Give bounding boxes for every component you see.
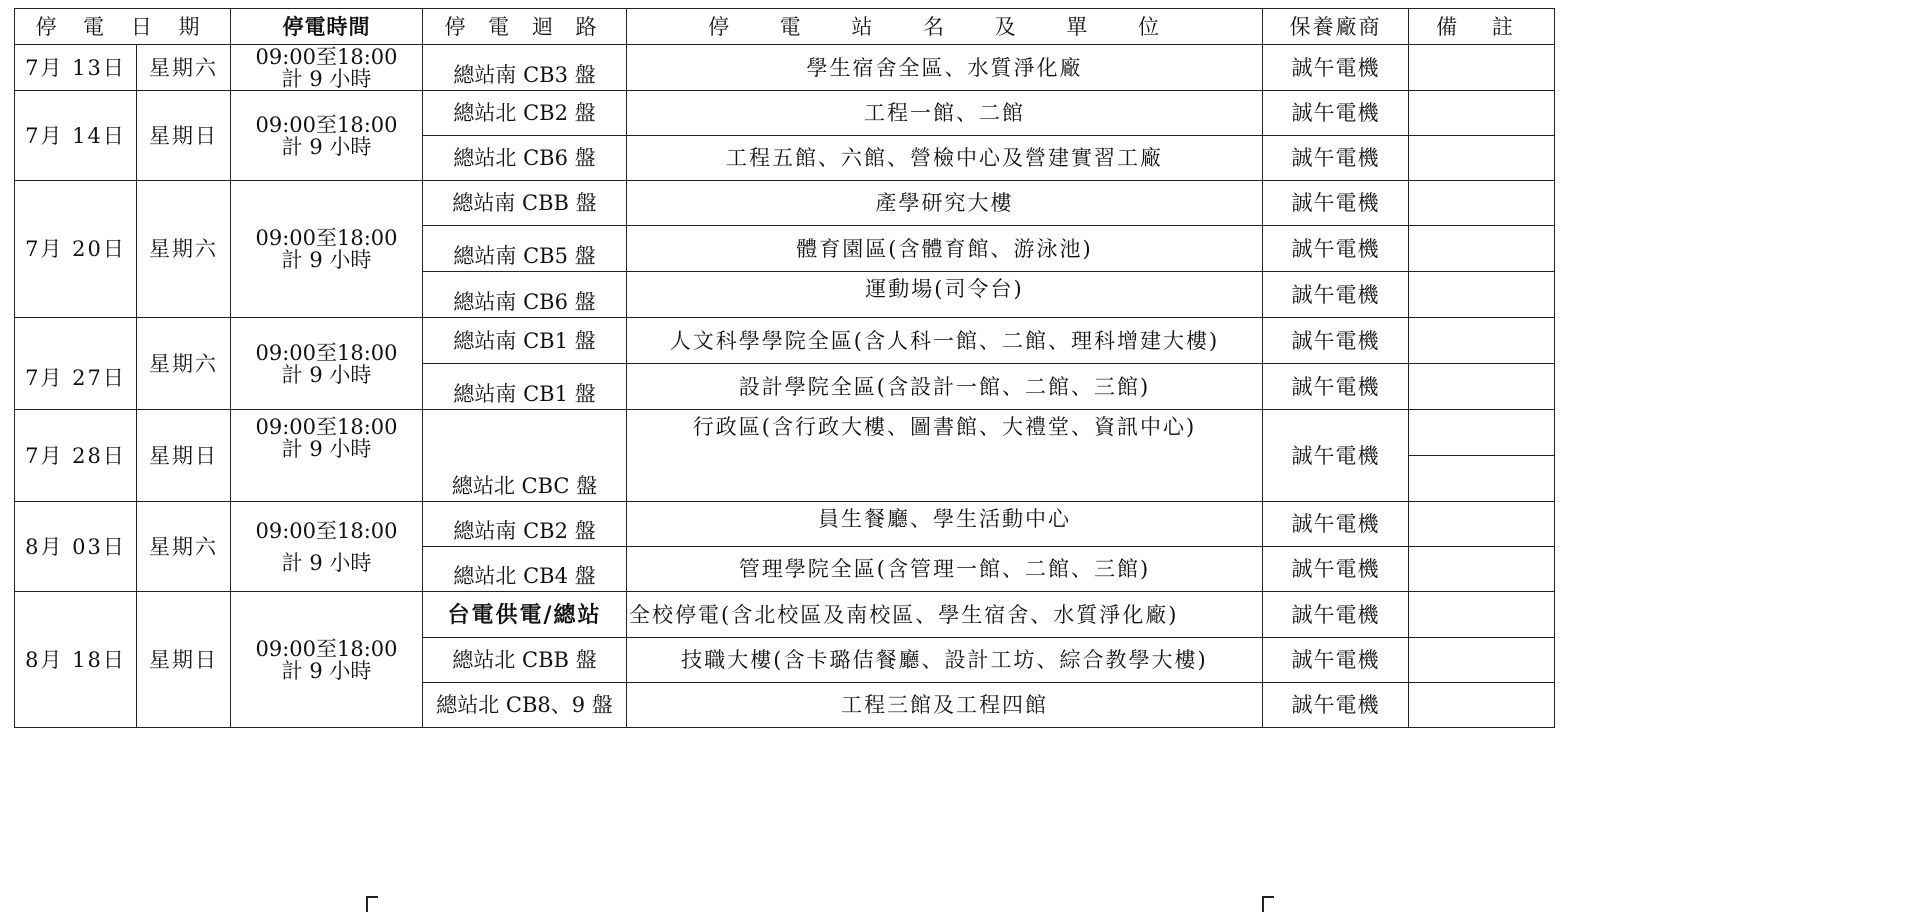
weekday-cell: 星期六 [137, 181, 231, 318]
vendor-cell: 誠午電機 [1263, 45, 1409, 91]
station-cell: 工程一館、二館 [627, 91, 1263, 136]
table-row [15, 410, 1555, 456]
time-duration: 計 9 小時 [281, 362, 372, 387]
weekday-cell: 星期日 [137, 410, 231, 502]
remark-cell [1409, 410, 1555, 456]
time-range: 09:00至18:00 [255, 636, 398, 661]
station-cell: 技職大樓(含卡璐佶餐廳、設計工坊、綜合教學大樓) [627, 638, 1263, 683]
vendor-cell: 誠午電機 [1263, 683, 1409, 728]
header-date: 停 電 日 期 [15, 9, 231, 45]
time-cell [231, 318, 423, 410]
date-cell: 7月 27日 [15, 318, 137, 410]
outage-schedule-table [14, 8, 1555, 728]
table-row [15, 45, 1555, 91]
vendor-cell: 誠午電機 [1263, 136, 1409, 181]
vendor-cell: 誠午電機 [1263, 272, 1409, 318]
station-cell: 運動場(司令台) [627, 272, 1263, 318]
circuit-cell: 總站北 CBB 盤 [423, 638, 627, 683]
weekday-cell: 星期六 [137, 318, 231, 410]
remark-cell [1409, 226, 1555, 272]
header-row [15, 9, 1555, 45]
header-remark: 備 註 [1409, 9, 1555, 45]
remark-cell [1409, 91, 1555, 136]
circuit-cell: 總站北 CB8、9 盤 [423, 683, 627, 728]
weekday-cell: 星期日 [137, 91, 231, 181]
remark-cell [1409, 638, 1555, 683]
table-row [15, 318, 1555, 364]
remark-cell [1409, 364, 1555, 410]
time-cell [231, 502, 423, 592]
circuit-cell: 總站南 CB1 盤 [423, 364, 627, 410]
circuit-cell: 台電供電/總站 [423, 592, 627, 638]
remark-cell [1409, 683, 1555, 728]
table-row [15, 91, 1555, 136]
vendor-cell: 誠午電機 [1263, 226, 1409, 272]
circuit-cell: 總站北 CB6 盤 [423, 136, 627, 181]
time-duration: 計 9 小時 [281, 437, 372, 461]
table-row [15, 502, 1555, 547]
circuit-cell: 總站南 CB3 盤 [423, 45, 627, 91]
weekday-cell: 星期六 [137, 45, 231, 91]
remark-cell [1409, 181, 1555, 226]
header-time: 停電時間 [231, 9, 423, 45]
date-cell: 7月 28日 [15, 410, 137, 502]
time-duration: 計 9 小時 [281, 66, 372, 91]
header-station: 停 電 站 名 及 單 位 [627, 9, 1263, 45]
remark-cell [1409, 272, 1555, 318]
time-duration: 計 9 小時 [281, 134, 372, 159]
circuit-cell: 總站北 CBC 盤 [423, 410, 627, 502]
station-cell: 產學研究大樓 [627, 181, 1263, 226]
remark-cell [1409, 136, 1555, 181]
time-range: 09:00至18:00 [255, 340, 398, 365]
circuit-cell: 總站北 CB2 盤 [423, 91, 627, 136]
date-cell: 7月 14日 [15, 91, 137, 181]
time-duration: 計 9 小時 [281, 658, 372, 683]
time-cell [231, 181, 423, 318]
circuit-cell: 總站南 CB5 盤 [423, 226, 627, 272]
vendor-cell: 誠午電機 [1263, 592, 1409, 638]
time-cell [231, 592, 423, 728]
remark-cell [1409, 456, 1555, 502]
weekday-cell: 星期六 [137, 502, 231, 592]
station-cell: 員生餐廳、學生活動中心 [627, 502, 1263, 547]
weekday-cell: 星期日 [137, 592, 231, 728]
station-cell: 工程五館、六館、營檢中心及營建實習工廠 [627, 136, 1263, 181]
date-cell: 8月 03日 [15, 502, 137, 592]
header-circuit: 停 電 迴 路 [423, 9, 627, 45]
header-vendor: 保養廠商 [1263, 9, 1409, 45]
vendor-cell: 誠午電機 [1263, 318, 1409, 364]
time-duration: 計 9 小時 [281, 550, 372, 575]
vendor-cell: 誠午電機 [1263, 547, 1409, 592]
circuit-cell: 總站南 CBB 盤 [423, 181, 627, 226]
remark-cell [1409, 592, 1555, 638]
circuit-cell: 總站南 CB2 盤 [423, 502, 627, 547]
time-cell [231, 91, 423, 181]
date-cell: 7月 13日 [15, 45, 137, 91]
station-cell: 行政區(含行政大樓、圖書館、大禮堂、資訊中心) [627, 410, 1263, 502]
vendor-cell: 誠午電機 [1263, 91, 1409, 136]
circuit-cell: 總站南 CB1 盤 [423, 318, 627, 364]
station-cell: 體育園區(含體育館、游泳池) [627, 226, 1263, 272]
vendor-cell: 誠午電機 [1263, 410, 1409, 502]
date-cell: 7月 20日 [15, 181, 137, 318]
time-range: 09:00至18:00 [255, 112, 398, 137]
time-range: 09:00至18:00 [255, 415, 398, 439]
circuit-cell: 總站南 CB6 盤 [423, 272, 627, 318]
table-row [15, 592, 1555, 638]
circuit-cell: 總站北 CB4 盤 [423, 547, 627, 592]
remark-cell [1409, 318, 1555, 364]
station-cell: 人文科學學院全區(含人科一館、二館、理科增建大樓) [627, 318, 1263, 364]
vendor-cell: 誠午電機 [1263, 502, 1409, 547]
time-duration: 計 9 小時 [281, 248, 372, 272]
remark-cell [1409, 547, 1555, 592]
remark-cell [1409, 502, 1555, 547]
station-cell: 學生宿舍全區、水質淨化廠 [627, 45, 1263, 91]
time-range: 09:00至18:00 [255, 518, 398, 543]
time-cell [231, 410, 423, 502]
table-row [15, 181, 1555, 226]
vendor-cell: 誠午電機 [1263, 364, 1409, 410]
vendor-cell: 誠午電機 [1263, 181, 1409, 226]
station-cell: 設計學院全區(含設計一館、二館、三館) [627, 364, 1263, 410]
time-range: 09:00至18:00 [255, 226, 398, 250]
vendor-cell: 誠午電機 [1263, 638, 1409, 683]
station-cell: 管理學院全區(含管理一館、二館、三館) [627, 547, 1263, 592]
station-cell: 全校停電(含北校區及南校區、學生宿舍、水質淨化廠) [627, 592, 1263, 638]
time-range: 09:00至18:00 [255, 44, 398, 69]
station-cell: 工程三館及工程四館 [627, 683, 1263, 728]
remark-cell [1409, 45, 1555, 91]
time-cell [231, 45, 423, 91]
date-cell: 8月 18日 [15, 592, 137, 728]
